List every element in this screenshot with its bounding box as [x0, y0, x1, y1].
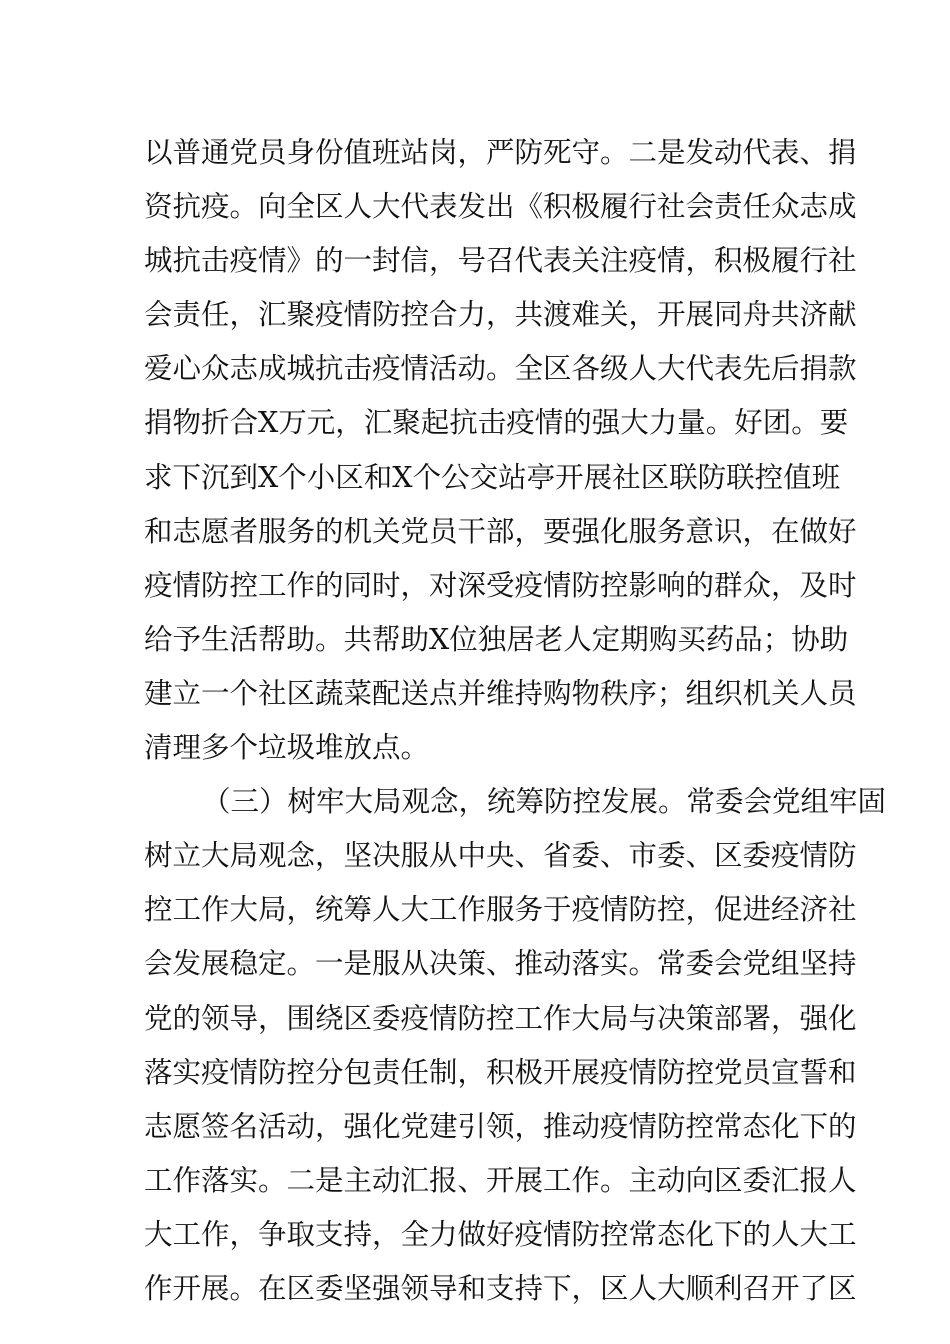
text-line: 志愿签名活动，强化党建引领，推动疫情防控常态化下的 — [144, 1109, 857, 1143]
text-line: 会责任，汇聚疫情防控合力，共渡难关，开展同舟共济献 — [144, 298, 857, 332]
section-heading-line: （三）树牢大局观念，统筹防控发展。常委会党组牢固 — [202, 785, 887, 819]
text-line: 清理多个垃圾堆放点。 — [144, 731, 430, 765]
text-line: 资抗疫。向全区人大代表发出《积极履行社会责任众志成 — [144, 190, 857, 224]
text-line: 捐物折合X万元，汇聚起抗击疫情的强大力量。好团。要 — [144, 406, 849, 440]
text-line: 城抗击疫情》的一封信，号召代表关注疫情，积极履行社 — [144, 244, 857, 278]
text-line: 求下沉到X个小区和X个公交站亭开展社区联防联控值班 — [144, 460, 841, 494]
text-line: 以普通党员身份值班站岗，严防死守。二是发动代表、捐 — [144, 136, 857, 169]
text-line: 控工作大局，统筹人大工作服务于疫情防控，促进经济社 — [144, 893, 857, 927]
text-line: 树立大局观念，坚决服从中央、省委、市委、区委疫情防 — [144, 839, 857, 873]
text-line: 疫情防控工作的同时，对深受疫情防控影响的群众，及时 — [144, 568, 857, 602]
text-line: 给予生活帮助。共帮助X位独居老人定期购买药品；协助 — [144, 622, 849, 656]
text-line: 会发展稳定。一是服从决策、推动落实。常委会党组坚持 — [144, 947, 857, 981]
text-line: 爱心众志成城抗击疫情活动。全区各级人大代表先后捐款 — [144, 352, 857, 386]
text-line: 建立一个社区蔬菜配送点并维持购物秩序；组织机关人员 — [144, 676, 857, 710]
text-line: 作开展。在区委坚强领导和支持下，区人大顺利召开了区 — [144, 1271, 857, 1305]
text-line: 党的领导，围绕区委疫情防控工作大局与决策部署，强化 — [144, 1001, 857, 1035]
text-line: 大工作，争取支持，全力做好疫情防控常态化下的人大工 — [144, 1217, 857, 1251]
body-text — [144, 126, 887, 1316]
text-line: 工作落实。二是主动汇报、开展工作。主动向区委汇报人 — [144, 1163, 857, 1197]
text-line: 和志愿者服务的机关党员干部，要强化服务意识，在做好 — [144, 514, 857, 548]
text-line: 落实疫情防控分包责任制，积极开展疫情防控党员宣誓和 — [144, 1055, 857, 1089]
